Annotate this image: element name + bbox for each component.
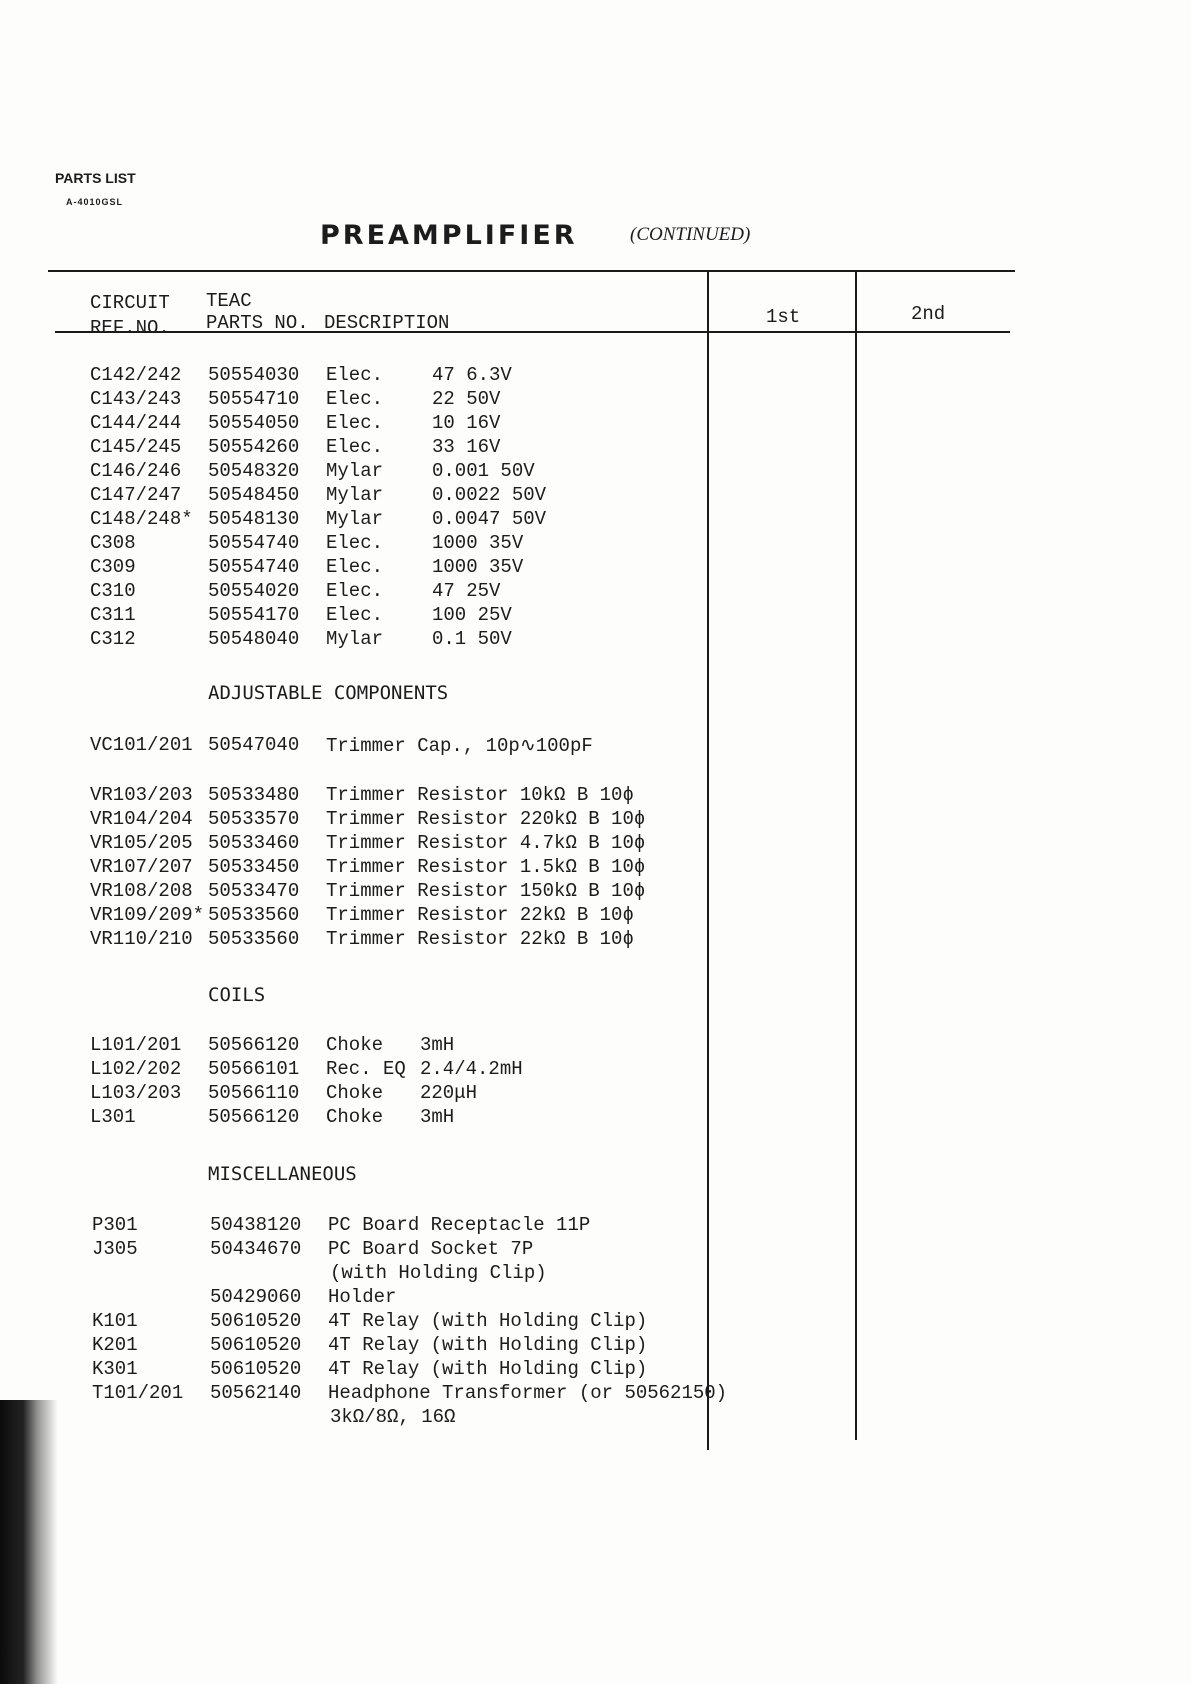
- part-no: 50554260: [208, 436, 300, 458]
- description: Trimmer Resistor 10kΩ B 10ϕ: [326, 784, 634, 806]
- description: Holder: [328, 1286, 397, 1308]
- column-divider-2nd: [855, 270, 857, 1440]
- page-title: PREAMPLIFIER: [320, 220, 578, 251]
- description: Trimmer Resistor 22kΩ B 10ϕ: [326, 904, 634, 926]
- description: Trimmer Resistor 22kΩ B 10ϕ: [326, 928, 634, 950]
- col-teac-line1: TEAC: [206, 290, 252, 312]
- part-no: 50438120: [210, 1214, 302, 1236]
- value: 10 16V: [432, 412, 501, 434]
- part-no: 50533560: [208, 904, 300, 926]
- column-divider-1st: [707, 270, 709, 1450]
- description: Elec.: [326, 556, 384, 578]
- description: Elec.: [326, 388, 384, 410]
- section-heading-coils: COILS: [208, 984, 266, 1006]
- description: Elec.: [326, 604, 384, 626]
- part-no: 50533470: [208, 880, 300, 902]
- col-first: 1st: [766, 306, 801, 328]
- ref-no: C144/244: [90, 412, 182, 434]
- col-second: 2nd: [911, 303, 946, 325]
- part-no: 50554710: [208, 388, 300, 410]
- description: Mylar: [326, 628, 384, 650]
- ref-no: C143/243: [90, 388, 182, 410]
- value: 22 50V: [432, 388, 501, 410]
- part-no: 50533560: [208, 928, 300, 950]
- part-no: 50533460: [208, 832, 300, 854]
- ref-no: VR103/203: [90, 784, 193, 806]
- ref-no: C148/248*: [90, 508, 193, 530]
- ref-no: C309: [90, 556, 136, 578]
- ref-no: L102/202: [90, 1058, 182, 1080]
- description: Headphone Transformer (or 50562150): [328, 1382, 728, 1404]
- description: Elec.: [326, 532, 384, 554]
- part-no: 50554020: [208, 580, 300, 602]
- description: Elec.: [326, 364, 384, 386]
- description: 4T Relay (with Holding Clip): [328, 1310, 648, 1332]
- col-teac-line2: PARTS NO.: [206, 312, 309, 334]
- value: 47 6.3V: [432, 364, 512, 386]
- col-ref-line2: REF.NO.: [90, 317, 170, 339]
- part-no: 50566101: [208, 1058, 300, 1080]
- part-no: 50548040: [208, 628, 300, 650]
- part-no: 50554740: [208, 532, 300, 554]
- part-no: 50554170: [208, 604, 300, 626]
- ref-no: C311: [90, 604, 136, 626]
- description: PC Board Socket 7P: [328, 1238, 534, 1260]
- section-heading-misc: MISCELLANEOUS: [208, 1163, 357, 1185]
- ref-no: T101/201: [92, 1382, 184, 1404]
- ref-no: J305: [92, 1238, 138, 1260]
- scan-binding-shadow: [0, 1400, 58, 1684]
- part-no: 50533450: [208, 856, 300, 878]
- section-heading-adjustable: ADJUSTABLE COMPONENTS: [208, 682, 449, 704]
- part-no: 50610520: [210, 1334, 302, 1356]
- ref-no: K301: [92, 1358, 138, 1380]
- document-code: A-4010GSL: [66, 197, 124, 207]
- description: Elec.: [326, 412, 384, 434]
- part-no: 50547040: [208, 734, 300, 756]
- ref-no: C147/247: [90, 484, 182, 506]
- ref-no: VR105/205: [90, 832, 193, 854]
- part-no: 50548450: [208, 484, 300, 506]
- ref-no: VR104/204: [90, 808, 193, 830]
- value: 0.1 50V: [432, 628, 512, 650]
- ref-no: K101: [92, 1310, 138, 1332]
- description: 3kΩ/8Ω, 16Ω: [330, 1406, 456, 1428]
- ref-no: VC101/201: [90, 734, 193, 756]
- ref-no: L103/203: [90, 1082, 182, 1104]
- part-no: 50548130: [208, 508, 300, 530]
- part-no: 50562140: [210, 1382, 302, 1404]
- ref-no: C308: [90, 532, 136, 554]
- description: Elec.: [326, 436, 384, 458]
- description: Mylar: [326, 460, 384, 482]
- description: Trimmer Resistor 150kΩ B 10ϕ: [326, 880, 646, 902]
- value: 3mH: [420, 1106, 455, 1128]
- description: Choke: [326, 1034, 384, 1056]
- part-no: 50548320: [208, 460, 300, 482]
- part-no: 50554740: [208, 556, 300, 578]
- value: 220μH: [420, 1082, 478, 1104]
- part-no: 50566120: [208, 1106, 300, 1128]
- value: 1000 35V: [432, 556, 524, 578]
- description: Elec.: [326, 580, 384, 602]
- ref-no: L101/201: [90, 1034, 182, 1056]
- ref-no: VR109/209*: [90, 904, 205, 926]
- ref-no: C312: [90, 628, 136, 650]
- description: Mylar: [326, 484, 384, 506]
- description: PC Board Receptacle 11P: [328, 1214, 591, 1236]
- description: 4T Relay (with Holding Clip): [328, 1334, 648, 1356]
- ref-no: C310: [90, 580, 136, 602]
- part-no: 50554030: [208, 364, 300, 386]
- ref-no: VR108/208: [90, 880, 193, 902]
- part-no: 50610520: [210, 1358, 302, 1380]
- part-no: 50533570: [208, 808, 300, 830]
- ref-no: VR110/210: [90, 928, 193, 950]
- description: (with Holding Clip): [330, 1262, 547, 1284]
- value: 3mH: [420, 1034, 455, 1056]
- part-no: 50554050: [208, 412, 300, 434]
- part-no: 50434670: [210, 1238, 302, 1260]
- part-no: 50566120: [208, 1034, 300, 1056]
- part-no: 50610520: [210, 1310, 302, 1332]
- value: 1000 35V: [432, 532, 524, 554]
- description: Choke: [326, 1082, 384, 1104]
- value: 0.001 50V: [432, 460, 535, 482]
- table-top-rule: [48, 270, 1015, 272]
- value: 47 25V: [432, 580, 501, 602]
- ref-no: C142/242: [90, 364, 182, 386]
- description: Trimmer Resistor 4.7kΩ B 10ϕ: [326, 832, 646, 854]
- ref-no: C145/245: [90, 436, 182, 458]
- table-header-rule: [55, 331, 1010, 333]
- description: Mylar: [326, 508, 384, 530]
- description: 4T Relay (with Holding Clip): [328, 1358, 648, 1380]
- part-no: 50566110: [208, 1082, 300, 1104]
- value: 0.0047 50V: [432, 508, 547, 530]
- value: 0.0022 50V: [432, 484, 547, 506]
- ref-no: VR107/207: [90, 856, 193, 878]
- page-subtitle: (CONTINUED): [630, 224, 751, 245]
- col-ref-line1: CIRCUIT: [90, 292, 170, 314]
- ref-no: C146/246: [90, 460, 182, 482]
- description: Trimmer Resistor 220kΩ B 10ϕ: [326, 808, 646, 830]
- ref-no: L301: [90, 1106, 136, 1128]
- ref-no: P301: [92, 1214, 138, 1236]
- description: Trimmer Resistor 1.5kΩ B 10ϕ: [326, 856, 646, 878]
- description: Rec. EQ: [326, 1058, 406, 1080]
- description: Choke: [326, 1106, 384, 1128]
- description: Trimmer Cap., 10p∿100pF: [326, 735, 593, 757]
- parts-list-label: PARTS LIST: [55, 170, 136, 186]
- value: 2.4/4.2mH: [420, 1058, 523, 1080]
- part-no: 50429060: [210, 1286, 302, 1308]
- ref-no: K201: [92, 1334, 138, 1356]
- col-description: DESCRIPTION: [324, 312, 450, 334]
- value: 33 16V: [432, 436, 501, 458]
- part-no: 50533480: [208, 784, 300, 806]
- value: 100 25V: [432, 604, 512, 626]
